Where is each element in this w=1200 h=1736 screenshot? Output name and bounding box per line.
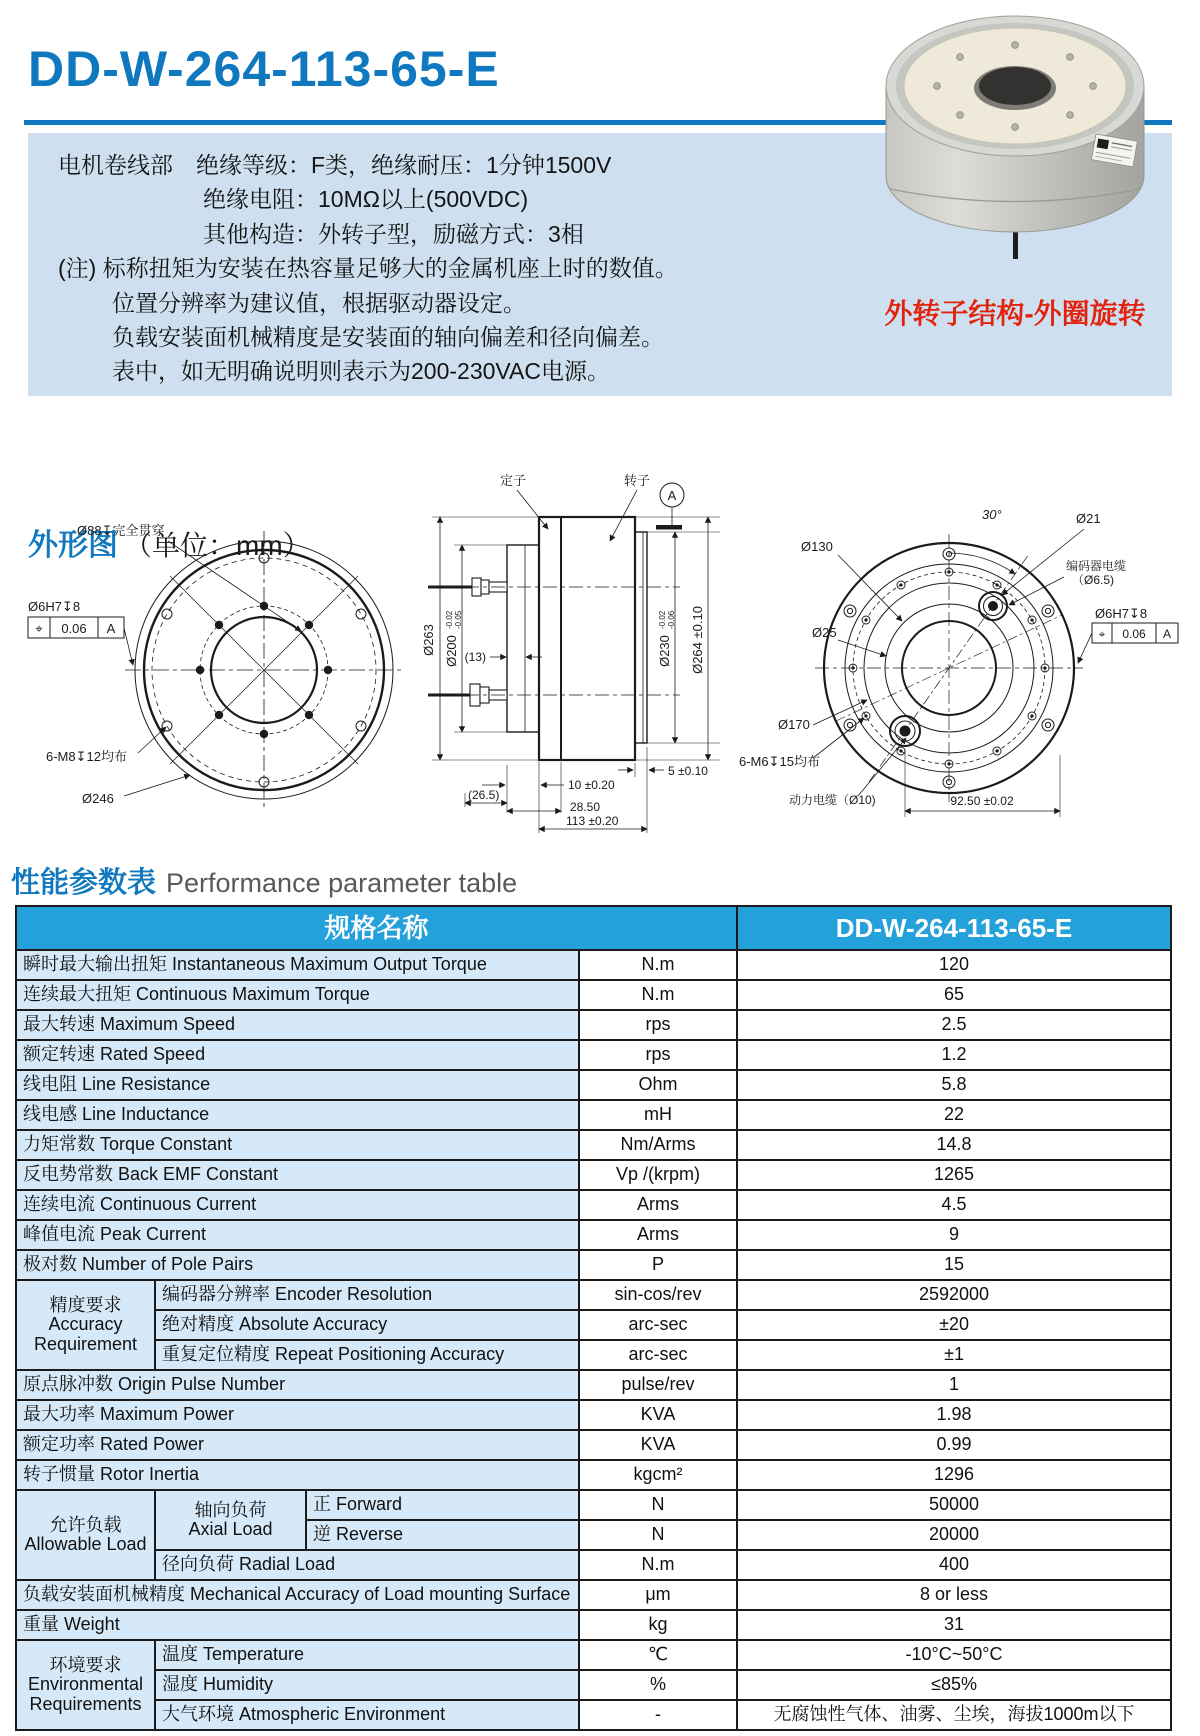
table-title-en: Performance parameter table — [166, 868, 518, 898]
stator-label: 定子 — [500, 473, 527, 488]
table-row: 负载安装面机械精度 Mechanical Accuracy of Load mounting Surface μm 8 or less — [16, 1580, 1171, 1610]
dim-5: 5 ±0.10 — [668, 764, 708, 778]
dim-130: Ø130 — [801, 539, 833, 554]
dim-26-5: (26.5) — [468, 788, 500, 802]
table-header-row — [16, 906, 1171, 950]
table-row: 径向负荷 Radial Load N.m 400 — [16, 1550, 1171, 1580]
page-title: DD-W-264-113-65-E — [28, 41, 500, 97]
rear-pin-label: Ø6H7↧8 — [1095, 606, 1148, 621]
dim-30deg: 30° — [982, 507, 1002, 522]
table-row: 逆 Reverse N 20000 — [16, 1520, 1171, 1550]
group-environment-label: 环境要求 Environmental Requirements — [16, 1640, 155, 1730]
dim-92-5: 92.50 ±0.02 — [950, 794, 1014, 808]
table-row: 峰值电流 Peak Current Arms 9 — [16, 1220, 1171, 1250]
dim-230: Ø230 — [657, 635, 672, 667]
table-row: 湿度 Humidity % ≤85% — [16, 1670, 1171, 1700]
table-row: 最大转速 Maximum Speed rps 2.5 — [16, 1010, 1171, 1040]
svg-text:A: A — [1162, 627, 1172, 641]
table-row-group-environment: 环境要求 Environmental Requirements 温度 Temperature ℃ -10°C~50°C — [16, 1640, 1171, 1670]
gdt-position-symbol: ⌖ — [35, 621, 43, 636]
dim-13: (13) — [464, 650, 486, 664]
dim-264: Ø264 ±0.10 — [690, 606, 705, 674]
table-row: 额定功率 Rated Power KVA 0.99 — [16, 1430, 1171, 1460]
dim-25: Ø25 — [812, 625, 837, 640]
datum-a-flag: A — [667, 488, 677, 503]
outline-title-zh: 外形图 — [28, 529, 118, 562]
table-row: 重复定位精度 Repeat Positioning Accuracy arc-sec ±1 — [16, 1340, 1171, 1370]
power-cable-label: 动力电缆（Ø10) — [789, 793, 876, 807]
table-row: 转子惯量 Rotor Inertia kgcm² 1296 — [16, 1460, 1171, 1490]
front-gdt-frame — [28, 617, 124, 638]
svg-text:A: A — [106, 621, 116, 636]
info-line: 负载安装面机械精度是安装面的轴向偏差和径向偏差。 — [112, 324, 664, 351]
svg-text:⌖: ⌖ — [1098, 627, 1106, 641]
info-line: 绝缘电阻：10MΩ以上(500VDC) — [203, 186, 529, 213]
dim-170: Ø170 — [778, 717, 810, 732]
svg-text:-0.05: -0.05 — [454, 610, 463, 629]
table-row: 连续最大扭矩 Continuous Maximum Torque N.m 65 — [16, 980, 1171, 1010]
table-row-group-allowable: 允许负载 Allowable Load 轴向负荷 Axial Load 正 Forward N 50000 — [16, 1490, 1171, 1520]
svg-text:0.06: 0.06 — [1122, 627, 1146, 641]
svg-text:-0.06: -0.06 — [667, 610, 676, 629]
group-axial-label: 轴向负荷 Axial Load — [155, 1490, 306, 1550]
front-bolt-label: 6-M8↧12均布 — [46, 749, 127, 764]
dim-21: Ø21 — [1076, 511, 1101, 526]
info-line: (注) 标称扭矩为安装在热容量足够大的金属机座上时的数值。 — [58, 255, 678, 282]
dim-113: 113 ±0.20 — [566, 814, 619, 828]
performance-parameter-table — [15, 905, 1172, 1731]
table-row: 极对数 Number of Pole Pairs P 15 — [16, 1250, 1171, 1280]
front-view — [28, 523, 403, 809]
info-line: 位置分辨率为建议值，根据驱动器设定。 — [112, 289, 526, 316]
dim-263: Ø263 — [421, 624, 436, 656]
motor-center-hole — [979, 67, 1051, 105]
table-row: 原点脉冲数 Origin Pulse Number pulse/rev 1 — [16, 1370, 1171, 1400]
svg-text:-0.02: -0.02 — [658, 610, 667, 629]
rear-bolt-label: 6-M6↧15均布 — [739, 754, 820, 769]
group-accuracy-label: 精度要求 Accuracy Requirement — [16, 1280, 155, 1370]
motor-product-photo — [880, 6, 1150, 261]
dimension-drawing — [20, 455, 1180, 845]
dim-10: 10 ±0.20 — [568, 778, 615, 792]
dim-200: Ø200 — [444, 635, 459, 667]
table-row: 瞬时最大输出扭矩 Instantaneous Maximum Output Torque N.m 120 — [16, 950, 1171, 980]
table-row: 连续电流 Continuous Current Arms 4.5 — [16, 1190, 1171, 1220]
info-line: 表中，如无明确说明则表示为200-230VAC电源。 — [112, 358, 610, 385]
encoder-cable-label: 编码器电缆 — [1066, 559, 1127, 573]
header-model: DD-W-264-113-65-E — [737, 906, 1171, 950]
front-bore-label: Ø88↧完全贯穿 — [77, 523, 165, 538]
group-allowable-label: 允许负载 Allowable Load — [16, 1490, 155, 1580]
front-pin-label: Ø6H7↧8 — [28, 599, 81, 614]
table-row: 线电感 Line Inductance mH 22 — [16, 1100, 1171, 1130]
table-section-title — [11, 860, 517, 901]
info-line: 其他构造：外转子型，励磁方式：3相 — [203, 220, 584, 247]
front-od-label: Ø246 — [82, 791, 114, 806]
svg-text:0.06: 0.06 — [61, 621, 87, 636]
table-row: 线电阻 Line Resistance Ohm 5.8 — [16, 1070, 1171, 1100]
table-title-zh: 性能参数表 — [11, 867, 157, 899]
table-row: 绝对精度 Absolute Accuracy arc-sec ±20 — [16, 1310, 1171, 1340]
table-row: 额定转速 Rated Speed rps 1.2 — [16, 1040, 1171, 1070]
svg-text:-0.02: -0.02 — [445, 610, 454, 629]
rotor-label: 转子 — [624, 473, 651, 488]
header-spec-name: 规格名称 — [16, 906, 737, 950]
table-row: 反电势常数 Back EMF Constant Vp /(krpm) 1265 — [16, 1160, 1171, 1190]
svg-text:（Ø6.5): （Ø6.5) — [1072, 573, 1115, 587]
table-row: 重量 Weight kg 31 — [16, 1610, 1171, 1640]
table-row: 力矩常数 Torque Constant Nm/Arms 14.8 — [16, 1130, 1171, 1160]
info-line: 电机卷线部 绝缘等级：F类，绝缘耐压：1分钟1500V — [58, 152, 612, 178]
rear-view — [739, 507, 1178, 817]
table-row-group-accuracy: 精度要求 Accuracy Requirement 编码器分辨率 Encoder Resolution sin-cos/rev 2592000 — [16, 1280, 1171, 1310]
rear-gdt-frame — [1092, 623, 1178, 643]
table-row: 大气环境 Atmospheric Environment - 无腐蚀性气体、油雾、尘埃，海拔1000m以下 — [16, 1700, 1171, 1730]
table-row: 最大功率 Maximum Power KVA 1.98 — [16, 1400, 1171, 1430]
outline-title-unit: （单位：mm） — [124, 530, 311, 561]
rotor-structure-note: 外转子结构-外圈旋转 — [884, 298, 1146, 329]
side-view — [421, 473, 720, 833]
dim-28-5: 28.50 — [570, 800, 601, 814]
